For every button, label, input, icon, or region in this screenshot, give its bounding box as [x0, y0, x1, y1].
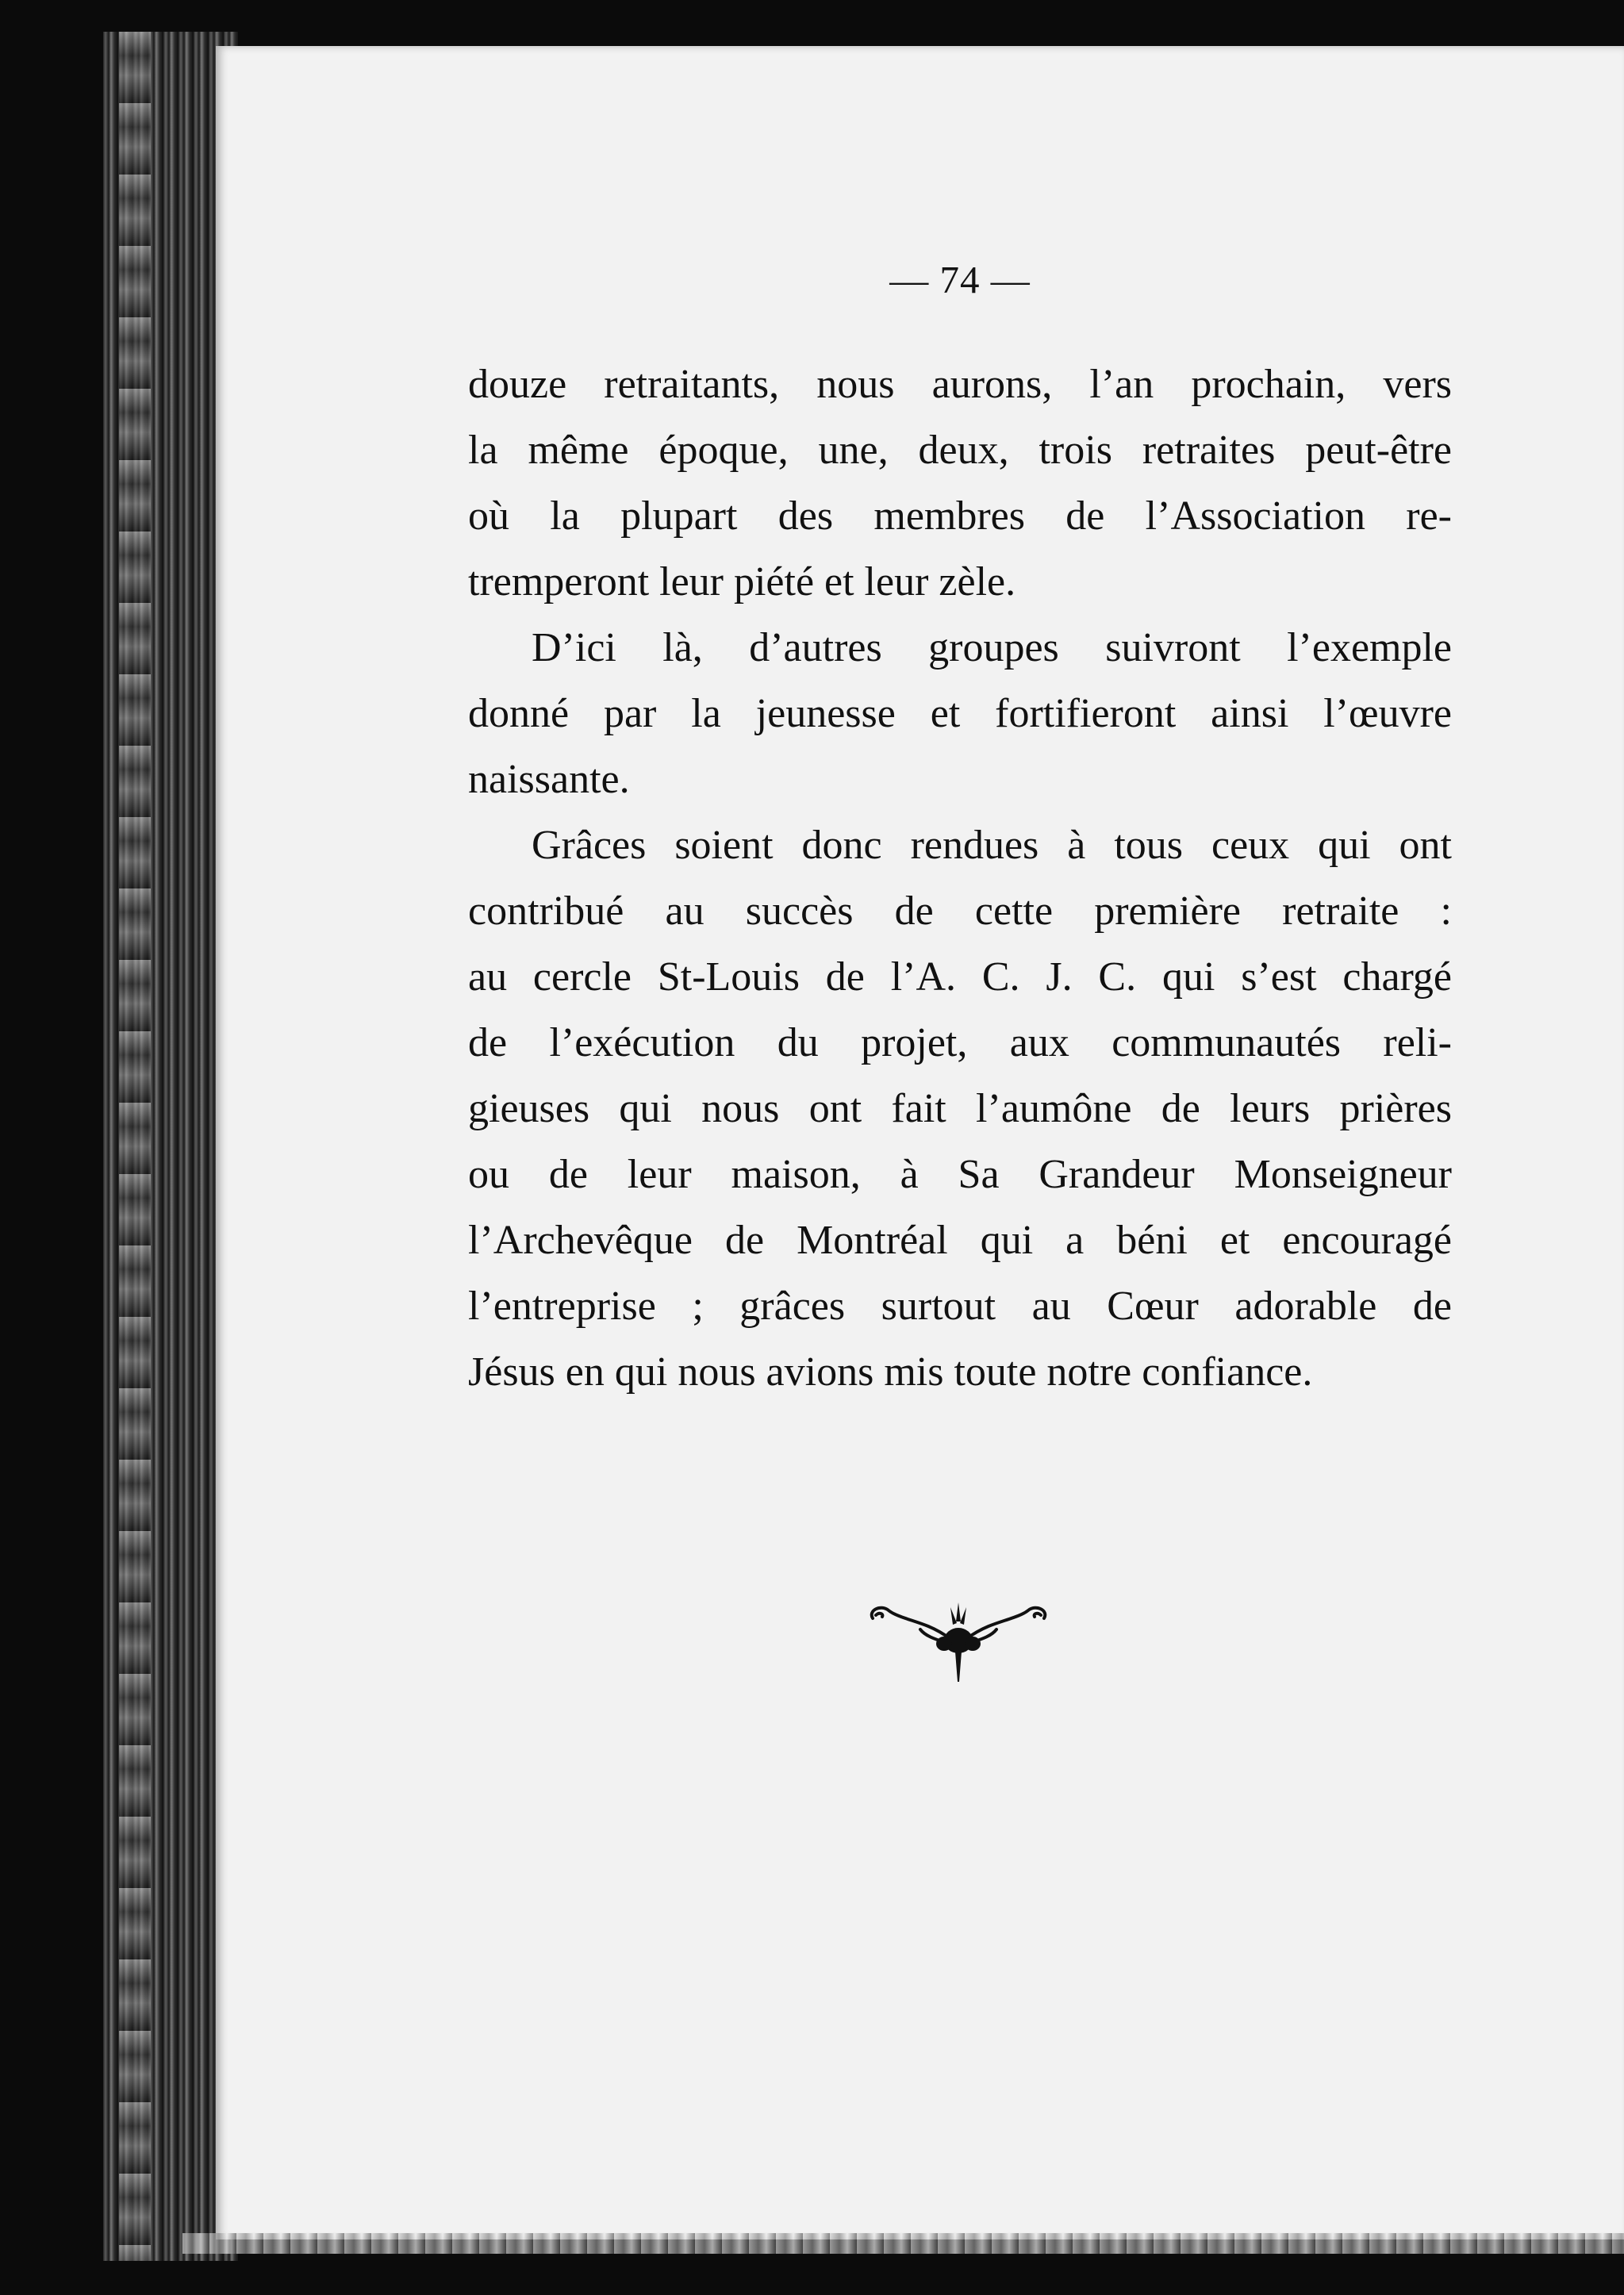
text-line: douze retraitants, nous aurons, l’an prochain, vers — [468, 362, 1452, 407]
text-line: de l’exécution du projet, aux communautés reli- — [468, 1020, 1452, 1065]
text-line: D’ici là, d’autres groupes suivront l’exemple — [532, 625, 1452, 670]
page-number: — 74 — — [889, 258, 1031, 301]
text-line: où la plupart des membres de l’Association re- — [468, 493, 1452, 539]
text-line: au cercle St-Louis de l’A. C. J. C. qui s’est chargé — [468, 954, 1452, 1000]
text-line: ou de leur maison, à Sa Grandeur Monseigneur — [468, 1152, 1452, 1197]
text-line: l’entreprise ; grâces surtout au Cœur adorable de — [468, 1284, 1452, 1329]
book-bottom-edge — [182, 2233, 1624, 2254]
text-line: naissante. — [468, 757, 630, 802]
text-line: contribué au succès de cette première retraite : — [468, 888, 1452, 934]
text-line: gieuses qui nous ont fait l’aumône de leurs prières — [468, 1086, 1452, 1131]
text-line: donné par la jeunesse et fortifieront ainsi l’œuvre — [468, 691, 1452, 736]
text-line: l’Archevêque de Montréal qui a béni et encouragé — [468, 1218, 1452, 1263]
text-line: tremperont leur piété et leur zèle. — [468, 559, 1016, 604]
body-text — [468, 351, 1452, 1405]
text-line: la même époque, une, deux, trois retraites peut-être — [468, 428, 1452, 473]
text-line: Jésus en qui nous avions mis toute notre confiance. — [468, 1349, 1313, 1395]
fleuron-ornament-icon — [865, 1595, 1052, 1690]
book-fold-shading — [119, 32, 151, 2261]
text-line: Grâces soient donc rendues à tous ceux qui ont — [532, 823, 1452, 868]
